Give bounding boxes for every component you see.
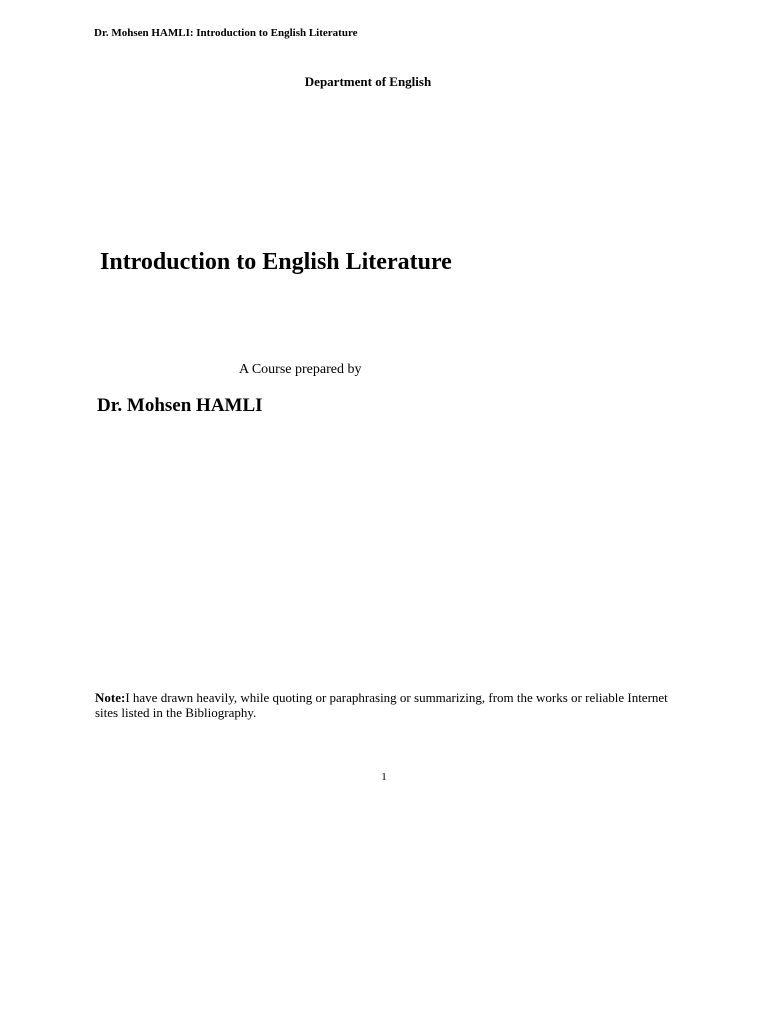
running-header: Dr. Mohsen HAMLI: Introduction to English Literature [94, 27, 358, 39]
note-paragraph [95, 690, 685, 720]
page-number: 1 [381, 771, 387, 783]
department-name: Department of English [304, 74, 432, 89]
document-title: Introduction to English Literature [100, 249, 452, 275]
author-name: Dr. Mohsen HAMLI [97, 395, 263, 416]
prepared-by-line: A Course prepared by [239, 362, 362, 377]
note-label: Note: [95, 690, 126, 705]
note-text: I have drawn heavily, while quoting or paraphrasing or summarizing, from the works or reliable Internet sites listed in the Bibliography. [95, 690, 668, 720]
